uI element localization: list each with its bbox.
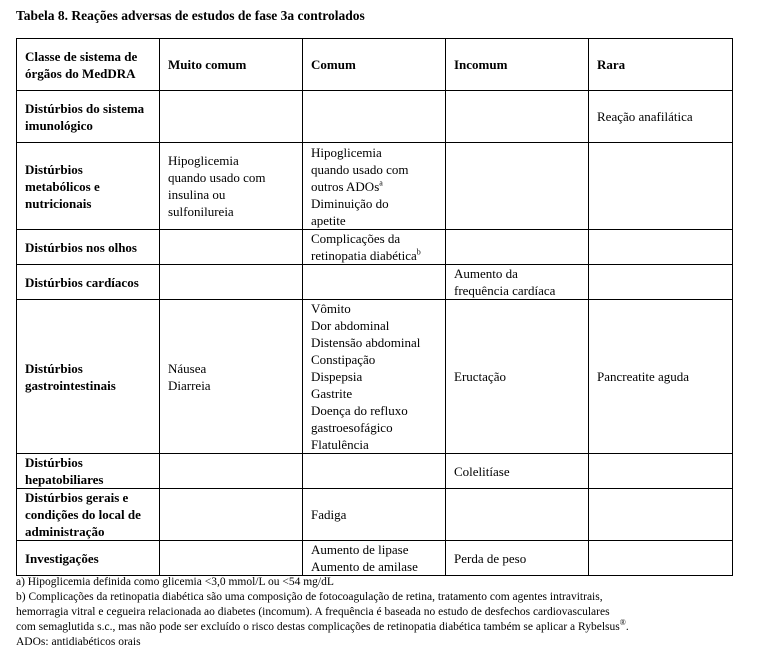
footnotes [16, 575, 746, 650]
header-rara: Rara [589, 39, 733, 91]
row-soc-label: Distúrbios metabólicos e nutricionais [17, 143, 160, 230]
cell-line: Vômito [311, 301, 351, 316]
footnote-abbrev: ADOs: antidiabéticos orais [16, 636, 141, 648]
footnote-marker: b [416, 247, 421, 257]
table-title: Tabela 8. Reações adversas de estudos de fase 3a controlados [16, 8, 365, 23]
row-soc-label: Distúrbios do sistema imunológico [17, 91, 160, 143]
cell-incomum [446, 454, 589, 489]
cell-line: quando usado com [311, 161, 409, 177]
cell-incomum [446, 541, 589, 576]
header-incomum: Incomum [446, 39, 589, 91]
cell-line: Hipoglicemia [311, 144, 382, 160]
footnote-a: a) Hipoglicemia definida como glicemia <3,0 mmol/L ou <54 mg/dL [16, 576, 334, 588]
table-row [17, 454, 733, 489]
cell-rara [589, 489, 733, 541]
cell-line: Perda de peso [454, 550, 527, 566]
cell-line: Hipoglicemia [168, 153, 239, 168]
cell-line: Colelitíase [454, 463, 510, 479]
cell-line: outros ADOs$^a$ [311, 178, 383, 194]
cell-rara [589, 265, 733, 300]
cell-muito-comum [160, 230, 303, 265]
row-soc-label: Investigações [17, 541, 160, 576]
cell-line: Aumento de lipase [311, 542, 409, 557]
cell-line: Fadiga [311, 507, 347, 522]
cell-incomum [446, 265, 589, 300]
cell-muito-comum [160, 489, 303, 541]
footnote-b-line2: hemorragia vitral e cegueira relacionada ao diabetes (incomum). A frequência é baseada no estudo de desfechos cardiovasculares [16, 606, 610, 618]
header-soc: Classe de sistema de órgãos do MedDRA [17, 39, 160, 91]
cell-comum [303, 91, 446, 143]
cell-rara [589, 143, 733, 230]
cell-line: Flatulência [311, 437, 369, 452]
row-soc-label: Distúrbios nos olhos [17, 230, 160, 265]
cell-comum [303, 541, 446, 576]
cell-line: sulfonilureia [168, 204, 234, 219]
cell-line: Aumento da [454, 266, 518, 281]
cell-line: Complicações da [311, 231, 401, 246]
table-row [17, 230, 733, 265]
header-muito-comum: Muito comum [160, 39, 303, 91]
cell-muito-comum [160, 91, 303, 143]
cell-muito-comum [160, 265, 303, 300]
cell-incomum [446, 91, 589, 143]
table-row [17, 489, 733, 541]
cell-line: Diminuição do [311, 195, 389, 211]
cell-line: Doença do refluxo [311, 403, 408, 418]
cell-incomum [446, 489, 589, 541]
header-comum: Comum [303, 39, 446, 91]
table-row [17, 300, 733, 454]
cell-line: Aumento de amilase [311, 559, 418, 574]
cell-muito-comum [160, 541, 303, 576]
cell-incomum [446, 143, 589, 230]
cell-line: Constipação [311, 352, 376, 367]
cell-line: frequência cardíaca [454, 283, 556, 298]
row-soc-label: Distúrbios hepatobiliares [17, 454, 160, 489]
table-row [17, 143, 733, 230]
cell-comum [303, 454, 446, 489]
cell-comum [303, 265, 446, 300]
row-soc-label: Distúrbios cardíacos [17, 265, 160, 300]
row-soc-label: Distúrbios gerais e condições do local de administração [17, 489, 160, 541]
cell-line: gastroesofágico [311, 420, 393, 435]
cell-comum [303, 230, 446, 265]
cell-rara [589, 230, 733, 265]
footnote-b-line3: com semaglutida s.c., mas não pode ser excluído o risco destas complicações de retinopatia diabética também se aplicar a Rybelsus®. [16, 618, 629, 633]
cell-line: Dor abdominal [311, 318, 390, 333]
footnote-b-line1: b) Complicações da retinopatia diabética são uma composição de fotocoagulação de retina, tratamento com agentes intravitrais, [16, 591, 603, 603]
cell-muito-comum [160, 454, 303, 489]
cell-line: Eructação [454, 369, 506, 384]
cell-comum [303, 143, 446, 230]
cell-line: Distensão abdominal [311, 335, 421, 350]
cell-line: retinopatia diabética$^b$ [311, 247, 421, 263]
row-soc-label: Distúrbios gastrointestinais [17, 300, 160, 454]
footnote-marker: a [379, 178, 383, 188]
cell-comum [303, 300, 446, 454]
cell-line: Reação anafilática [597, 109, 693, 124]
adverse-reactions-table [16, 38, 733, 576]
header-row [17, 39, 733, 91]
cell-incomum [446, 230, 589, 265]
table-row [17, 541, 733, 576]
cell-line: Dispepsia [311, 369, 363, 384]
cell-line: Diarreia [168, 377, 211, 393]
cell-muito-comum [160, 143, 303, 230]
cell-line: insulina ou [168, 187, 226, 202]
table-row [17, 91, 733, 143]
cell-rara [589, 91, 733, 143]
cell-rara [589, 454, 733, 489]
cell-incomum [446, 300, 589, 454]
table-row [17, 265, 733, 300]
cell-line: apetite [311, 212, 346, 228]
cell-line: Náusea [168, 360, 207, 376]
cell-rara [589, 541, 733, 576]
cell-comum [303, 489, 446, 541]
cell-line: Pancreatite aguda [597, 369, 690, 384]
cell-line: Gastrite [311, 386, 353, 401]
cell-muito-comum [160, 300, 303, 454]
cell-rara [589, 300, 733, 454]
cell-line: quando usado com [168, 170, 266, 185]
